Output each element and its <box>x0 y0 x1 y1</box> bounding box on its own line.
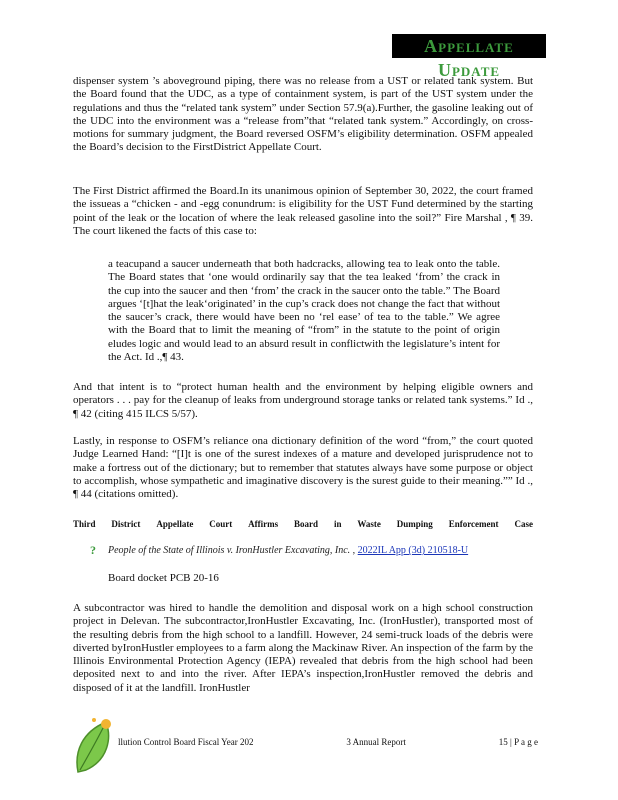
footer-page-number: 15 | P a g e <box>498 737 538 747</box>
paragraph-first-district: The First District affirmed the Board.In its unanimous opinion of September 30, 2022, the court framed the issueas a “chicken - and -egg conundrum: is eligibility for the UST Fund determined by the starting point of the leak or the location of where the leak released gasoline into the soil?” Fire Marshal , ¶ 39. The court likened the facts of this case to: <box>73 185 533 237</box>
section-heading <box>73 519 533 529</box>
paragraph-udc-release: dispenser system ’s aboveground piping, there was no release from a UST or related tank system. But the Board found that the UDC, as a type of containment system, is part of the UST system under the regulations and thus the “related tank system” under Section 57.9(a).Further, the gasoline leaking out of the UDC into the environment was a “release from”that “related tank system.” Accordingly, on cross-motions for summary judgment, the Board reversed OSFM’s eligibility determination. OSFM appealed the Board’s decision to the FirstDistrict Appellate Court. <box>73 75 533 154</box>
heading-word: Enforcement <box>448 519 499 529</box>
block-quote-teacup: a teacupand a saucer underneath that both hadcracks, allowing tea to leak onto the table. The Board states that ‘one would ordinarily say that the tea leaked ‘from’ the crack in the cup into the saucer and then ‘from’ the crack in the saucer onto the table.” The Board argues ‘[t]hat the leak‘originated’ in the cup’s crack does not change the fact that without the saucer’s crack, there would have been no ‘rel ease’ of tea to the table.” We agree with the Board that to limit the meaning of “from” in the statute to the point of origin eludes logic and would lead to an absurd result in conflictwith the legislature’s intent for the Act. Id .,¶ 43. <box>108 258 500 364</box>
heading-word: Third <box>73 519 96 529</box>
board-docket: Board docket PCB 20-16 <box>108 572 219 584</box>
paragraph-subcontractor: A subcontractor was hired to handle the demolition and disposal work on a high school construction project in Delevan. The subcontractor,IronHustler Excavating, Inc. (IronHustler), transported most of the resulting debris from the high school to a landfill. However, 24 semi-truck loads of the debris were diverted byIronHustler employees to a farm along the Mackinaw River. An inspection of the farm by the Illinois Environmental Protection Agency (IEPA) revealed that debris from the high school had been deposited next to and into the river. After IEPA’s inspection,IronHustler removed the debris and disposed of it at the landfill. IronHustler <box>73 602 533 694</box>
paragraph-dictionary: Lastly, in response to OSFM’s reliance ona dictionary definition of the word “from,” the court quoted Judge Learned Hand: “[I]t is one of the surest indexes of a mature and developed jurisprudence not to make a fortress out of the dictionary; but to remember that statutes always have some purpose or object to accomplish, whose sympathetic and imaginative discovery is the surest guide to their meaning.”” Id ., ¶ 44 (citations omitted). <box>73 435 533 501</box>
bullet-icon: ? <box>90 543 96 557</box>
appellate-update-banner: Appellate Update <box>392 34 546 58</box>
case-name: People of the State of Illinois v. IronHustler Excavating, Inc. , <box>108 545 356 556</box>
heading-word: in <box>333 519 342 529</box>
heading-word: Appellate <box>156 519 194 529</box>
heading-word: Board <box>294 519 319 529</box>
leaf-logo-icon <box>72 716 116 776</box>
paragraph-intent: And that intent is to “protect human health and the environment by helping eligible owners and operators . . . pay for the cleanup of leaks from underground storage tanks or related tank systems.” Id ., ¶ 42 (citing 415 ILCS 5/57). <box>73 381 533 420</box>
page-footer <box>118 737 538 747</box>
heading-word: Dumping <box>396 519 433 529</box>
heading-word: Waste <box>357 519 381 529</box>
heading-word: District <box>111 519 141 529</box>
case-citation-line <box>108 544 538 557</box>
footer-report-title: llution Control Board Fiscal Year 202 <box>118 737 254 747</box>
case-citation-link[interactable]: 2022IL App (3d) 210518-U <box>357 545 469 556</box>
heading-word: Affirms <box>248 519 279 529</box>
heading-word: Court <box>209 519 233 529</box>
footer-report-subtitle: 3 Annual Report <box>346 737 406 747</box>
heading-word: Case <box>514 519 533 529</box>
